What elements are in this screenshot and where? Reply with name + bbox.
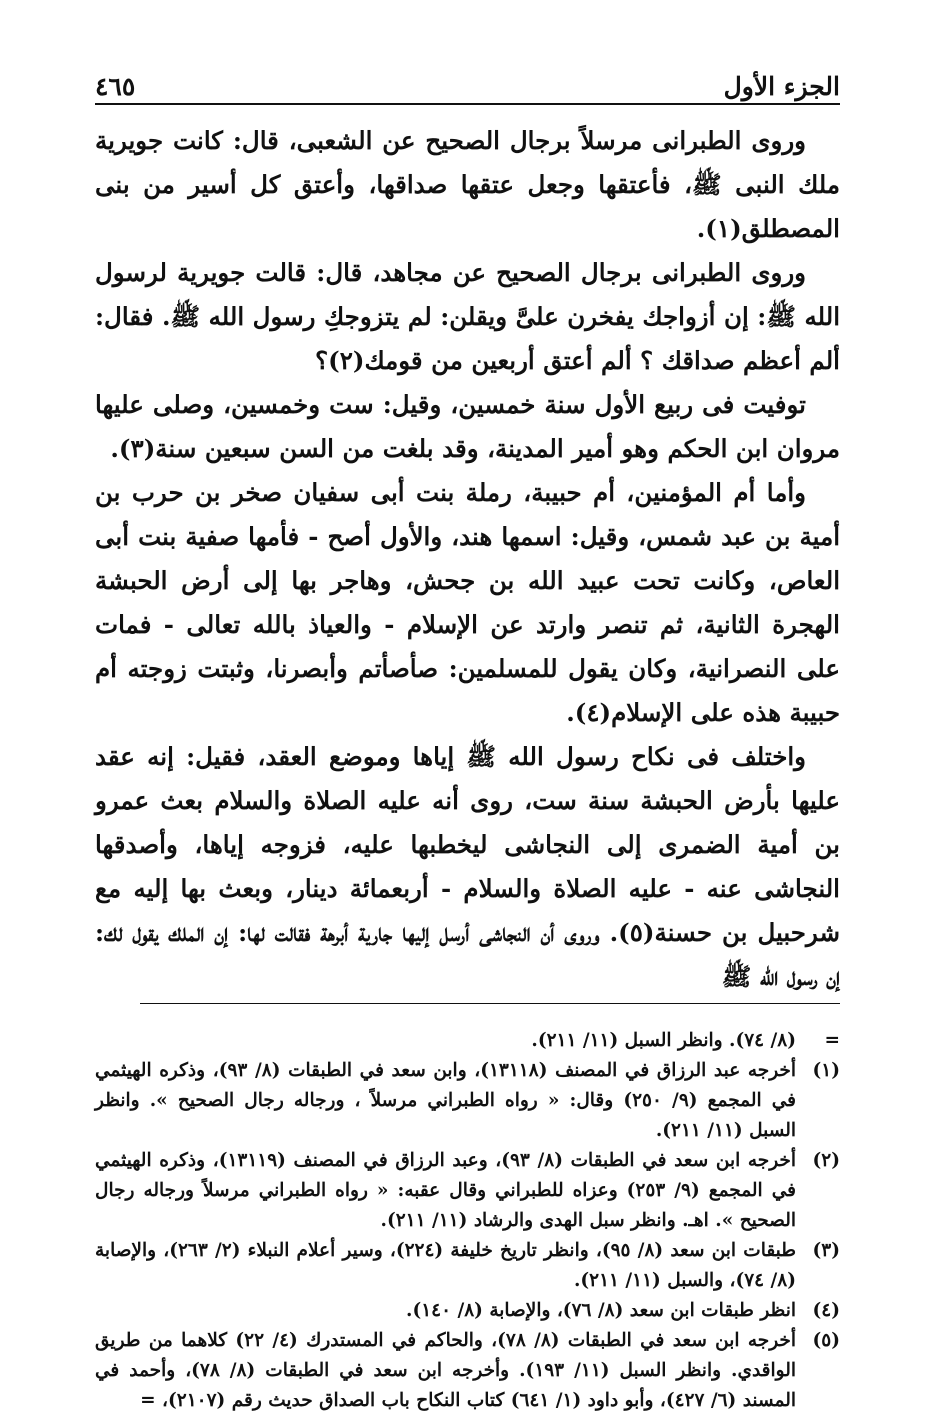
footnote-marker: = [824, 1030, 840, 1051]
footnote-text: (٨/ ٧٤). وانظر السبل (١١/ ٢١١). [531, 1030, 796, 1051]
footnote-number: (١) [812, 1060, 840, 1081]
footnote-continuation [95, 1026, 840, 1056]
footnote-text: أخرجه ابن سعد في الطبقات (٨/ ٩٣)، وعبد الرزاق في المصنف (١٣١١٩)، وذكره الهيثمي في المجمع (٩/ ٢٥٣) وعزاه للطبراني وقال عقبه: « رواه الطبراني مرسلاً ورجاله رجال الصحيح ». اهـ. وانظر سبل الهدى والرشاد (١١/ ٢١١). [95, 1150, 797, 1231]
main-text [95, 119, 840, 999]
footnote-text: انظر طبقات ابن سعد (٨/ ٧٦)، والإصابة (٨/ ١٤٠). [406, 1300, 796, 1321]
footnotes [95, 1026, 840, 1416]
footnote-separator [140, 1003, 840, 1004]
footnote-number: (٢) [812, 1150, 840, 1171]
footnote-1 [95, 1056, 840, 1146]
footnote-5 [95, 1326, 840, 1416]
footnote-number: (٣) [812, 1240, 840, 1261]
footnote-4 [95, 1296, 840, 1326]
paragraph: وأما أم المؤمنين، أم حبيبة، رملة بنت أبى سفيان صخر بن حرب بن أمية بن عبد شمس، وقيل: اسمها هند، والأول أصح - فأمها صفية بنت أبى العاص، وكانت تحت عبيد الله بن جحش، وهاجر بها إلى أرض الحبشة الهجرة الثانية، ثم تنصر وارتد عن الإسلام - والعياذ بالله تعالى - فمات على النصرانية، وكان يقول للمسلمين: صأصأتم وأبصرنا، وثبتت زوجته أم حبيبة هذه على الإسلام(٤). [95, 478, 840, 727]
footnote-text: طبقات ابن سعد (٨/ ٩٥)، وانظر تاريخ خليفة (٢٢٤)، وسير أعلام النبلاء (٢/ ٢٦٣)، والإصابة (٨/ ٧٤)، والسبل (١١/ ٢١١). [95, 1240, 796, 1291]
paragraph: وروى الطبرانى مرسلاً برجال الصحيح عن الشعبى، قال: كانت جويرية ملك النبى ﷺ، فأعتقها وجعل عتقها صداقها، وأعتق كل أسير من بنى المصطلق(١). [95, 126, 840, 243]
footnote-number: (٤) [812, 1300, 840, 1321]
page-header [95, 55, 840, 101]
header-divider [95, 103, 840, 105]
paragraph: وروى الطبرانى برجال الصحيح عن مجاهد، قال: قالت جويرية لرسول الله ﷺ: إن أزواجك يفخرن علىَّ ويقلن: لم يتزوجكِ رسول الله ﷺ. فقال: ألم أعظم صداقك ؟ ألم أعتق أربعين من قومك(٢)؟ [95, 258, 840, 375]
page-number: ٤٦٥ [95, 72, 136, 101]
running-title: الجزء الأول [723, 72, 840, 101]
paragraph: واختلف فى نكاح رسول الله ﷺ إياها وموضع العقد، فقيل: إنه عقد عليها بأرض الحبشة سنة ست، روى أنه عليه الصلاة والسلام بعث عمرو بن أمية الضمرى إلى النجاشى ليخطبها عليه، فزوجه إياها، وأصدقها النجاشى عنه - عليه الصلاة والسلام - أربعمائة دينار، وبعث بها إليه مع شرحبيل بن حسنة(٥). وروى أن النجاشى أرسل إليها جارية أبرهة فقالت لها: إن الملك يقول لك: إن رسول الله ﷺ [95, 742, 840, 991]
paragraph: توفيت فى ربيع الأول سنة خمسين، وقيل: ست وخمسين، وصلى عليها مروان ابن الحكم وهو أمير المدينة، وقد بلغت من السن سبعين سنة(٣). [95, 390, 840, 463]
footnote-text: أخرجه عبد الرزاق في المصنف (١٣١١٨)، وابن سعد في الطبقات (٨/ ٩٣)، وذكره الهيثمي في المجمع (٩/ ٢٥٠) وقال: « رواه الطبراني مرسلاً ، ورجاله رجال الصحيح ». وانظر السبل (١١/ ٢١١). [95, 1060, 797, 1141]
footnote-number: (٥) [812, 1330, 840, 1351]
footnote-text: أخرجه ابن سعد في الطبقات (٨/ ٧٨)، والحاكم في المستدرك (٤/ ٢٢) كلاهما من طريق الواقدي. وانظر السبل (١١/ ١٩٣). وأخرجه ابن سعد في الطبقات (٨/ ٧٨)، وأحمد في المسند (٦/ ٤٢٧)، وأبو داود (١/ ٦٤١) كتاب النكاح باب الصداق حديث رقم (٢١٠٧)، = [95, 1330, 796, 1411]
footnote-2 [95, 1146, 840, 1236]
book-page [95, 55, 840, 1416]
footnote-3 [95, 1236, 840, 1296]
